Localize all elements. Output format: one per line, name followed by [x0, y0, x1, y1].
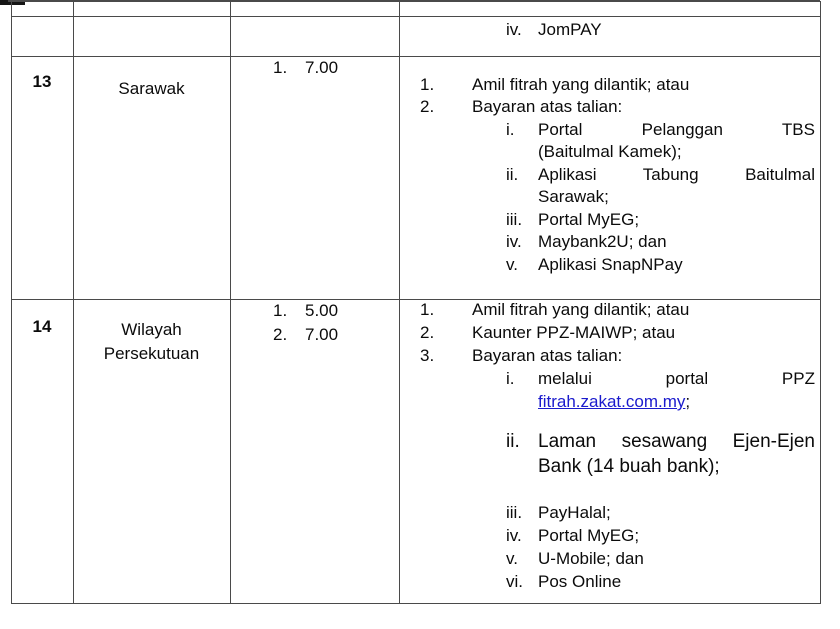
row13-rate-line: [273, 57, 338, 79]
payment-subitem: [420, 164, 820, 186]
list-roman-num: ii.: [506, 431, 520, 452]
payment-item: [420, 322, 820, 344]
payment-subitem: [420, 429, 820, 454]
table-border-bottom: [11, 603, 821, 604]
row14-number: 14: [32, 317, 52, 336]
list-num: 3.: [420, 346, 435, 365]
payment-subitem: [420, 368, 820, 390]
list-roman-num: ii.: [506, 165, 519, 184]
list-roman-num: i.: [506, 120, 515, 139]
rate-num: 1.: [273, 58, 288, 77]
payment-subitem: [420, 231, 820, 253]
payment-subitem: [420, 254, 820, 276]
list-item-text: Bayaran atas talian:: [472, 97, 623, 116]
list-roman-num: vi.: [506, 572, 523, 591]
payment-subitem: [420, 209, 820, 231]
list-item-text: Amil fitrah yang dilantik; atau: [472, 75, 690, 94]
list-item-text: Amil fitrah yang dilantik; atau: [472, 300, 690, 319]
list-num: 2.: [420, 323, 435, 342]
list-item-text: Laman sesawang Ejen-Ejen: [538, 431, 815, 452]
list-roman-num: v.: [506, 255, 518, 274]
row13-number: 13: [32, 72, 52, 91]
list-item-text: Bayaran atas talian:: [472, 346, 623, 365]
payment-subitem-cont: [420, 391, 820, 413]
row14-rate-line: [273, 324, 338, 346]
list-item-text: JomPAY: [538, 20, 602, 39]
payment-item: [420, 96, 820, 118]
table-border-top-edge: [8, 0, 820, 2]
payment-subitem-cont: [420, 186, 820, 208]
list-item-text: Kaunter PPZ-MAIWP; atau: [472, 323, 676, 342]
list-num: 1.: [420, 300, 435, 319]
row14-rate-line: [273, 300, 338, 322]
rate-num: 2.: [273, 325, 288, 344]
list-item-text: Aplikasi SnapNPay: [538, 255, 683, 274]
link-trailing-punct: ;: [685, 392, 691, 411]
list-roman-num: v.: [506, 549, 518, 568]
list-item-text: Portal MyEG;: [538, 210, 640, 229]
row13-state: Sarawak: [118, 79, 185, 98]
list-item-text: (Baitulmal Kamek);: [538, 142, 682, 161]
list-num: 1.: [420, 75, 435, 94]
list-item-text: Portal MyEG;: [538, 526, 640, 545]
payment-item: [420, 345, 820, 367]
list-item-text: U-Mobile; dan: [538, 549, 644, 568]
table-border-carryover-top: [11, 16, 821, 17]
list-roman-num: iv.: [506, 526, 522, 545]
list-roman-num: iv.: [506, 232, 522, 251]
payment-subitem: [420, 525, 820, 547]
list-item-text: PayHalal;: [538, 503, 611, 522]
table-border-col2: [230, 1, 231, 603]
row14-state: Wilayah Persekutuan: [103, 320, 200, 363]
carryover-list-item: [420, 19, 820, 41]
payment-subitem: [420, 571, 820, 593]
list-roman-num: iv.: [506, 20, 522, 39]
list-item-text: [538, 391, 815, 413]
list-item-text: Sarawak;: [538, 187, 609, 206]
payment-subitem: [420, 548, 820, 570]
list-item-text: Portal Pelanggan TBS: [538, 120, 815, 139]
payment-subitem-cont: [420, 141, 820, 163]
fitrah-zakat-link[interactable]: fitrah.zakat.com.my: [538, 392, 686, 411]
table-border-right: [820, 1, 821, 603]
payment-item: [420, 74, 820, 96]
list-item-text: Bank (14 buah bank);: [538, 456, 720, 477]
list-item-text: Aplikasi Tabung Baitulmal: [538, 165, 815, 184]
list-item-text: melalui portal PPZ: [538, 369, 815, 388]
rate-num: 1.: [273, 301, 288, 320]
payment-subitem: [420, 502, 820, 524]
payment-item: [420, 299, 820, 321]
list-roman-num: i.: [506, 369, 515, 388]
payment-subitem-cont: [420, 454, 820, 479]
payment-subitem: [420, 119, 820, 141]
rate-value: 5.00: [305, 301, 339, 320]
list-item-text: Pos Online: [538, 572, 622, 591]
list-roman-num: iii.: [506, 503, 523, 522]
rate-value: 7.00: [305, 325, 339, 344]
list-roman-num: iii.: [506, 210, 523, 229]
list-num: 2.: [420, 97, 435, 116]
list-item-text: Maybank2U; dan: [538, 232, 667, 251]
rate-value: 7.00: [305, 58, 339, 77]
table-border-col3: [399, 1, 400, 603]
table-border-row13-top: [11, 56, 821, 57]
